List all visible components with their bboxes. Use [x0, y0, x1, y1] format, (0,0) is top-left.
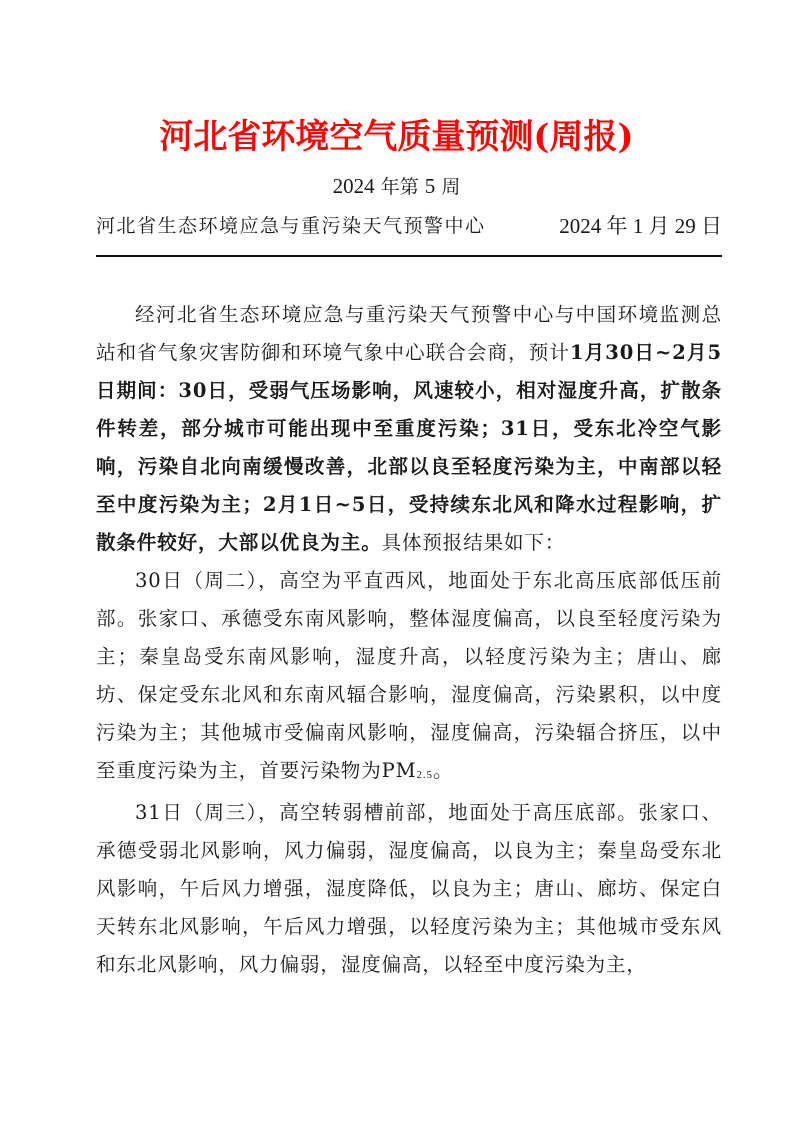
paragraph-day-30	[96, 562, 722, 794]
issue-year-label: 年第	[380, 176, 419, 198]
text-segment: 经河北省生态环境应急与重污染天气预警中心与中国环境监测总站和省气象灾害防御和环境气象中心联合会商，预计	[96, 303, 722, 364]
bold-text-segment: 1月30日~2月5日期间：30日，受弱气压场影响，风速较小，相对湿度升高，扩散条件转差，部分城市可能出现中至重度污染；31日，受东北冷空气影响，污染自北向南缓慢改善，北部以良至轻度污染为主，中南部以轻至中度污染为主；2月1日~5日，受持续东北风和降水过程影响，扩散条件较好，大部以优良为主。	[96, 341, 723, 554]
text-segment: 。	[432, 759, 454, 782]
text-segment: 具体预报结果如下：	[381, 531, 566, 554]
document-body	[96, 296, 722, 984]
paragraph-day-31	[96, 794, 722, 984]
paragraph-summary	[96, 296, 722, 562]
header-divider	[96, 255, 722, 257]
subscript-text: 2.5	[416, 769, 433, 781]
document-meta	[96, 212, 722, 240]
issue-date: 2024 年 1 月 29 日	[559, 214, 722, 238]
issue-year: 2024	[332, 174, 375, 198]
issue-week-label: 周	[441, 176, 461, 198]
issue-week: 5	[424, 174, 436, 198]
issue-number	[0, 172, 793, 201]
text-segment: 31日（周三），高空转弱槽前部，地面处于高压底部。张家口、承德受弱北风影响，风力偏弱，湿度偏高，以良为主；秦皇岛受东北风影响，午后风力增强，湿度降低，以良为主；唐山、廊坊、保定白天转东北风影响，午后风力增强，以轻度污染为主；其他城市受东风和东北风影响，风力偏弱，湿度偏高，以轻至中度污染为主，	[96, 801, 722, 976]
issuer-name: 河北省生态环境应急与重污染天气预警中心	[96, 215, 486, 237]
text-segment: 30日（周二），高空为平直西风，地面处于东北高压底部低压前部。张家口、承德受东南风影响，整体湿度偏高，以良至轻度污染为主；秦皇岛受东南风影响，湿度升高，以轻度污染为主；唐山、廊坊、保定受东北风和东南风辐合影响，湿度偏高，污染累积，以中度污染为主；其他城市受偏南风影响，湿度偏高，污染辐合挤压，以中至重度污染为主，首要污染物为PM	[96, 569, 722, 782]
document-title: 河北省环境空气质量预测(周报)	[159, 117, 634, 157]
